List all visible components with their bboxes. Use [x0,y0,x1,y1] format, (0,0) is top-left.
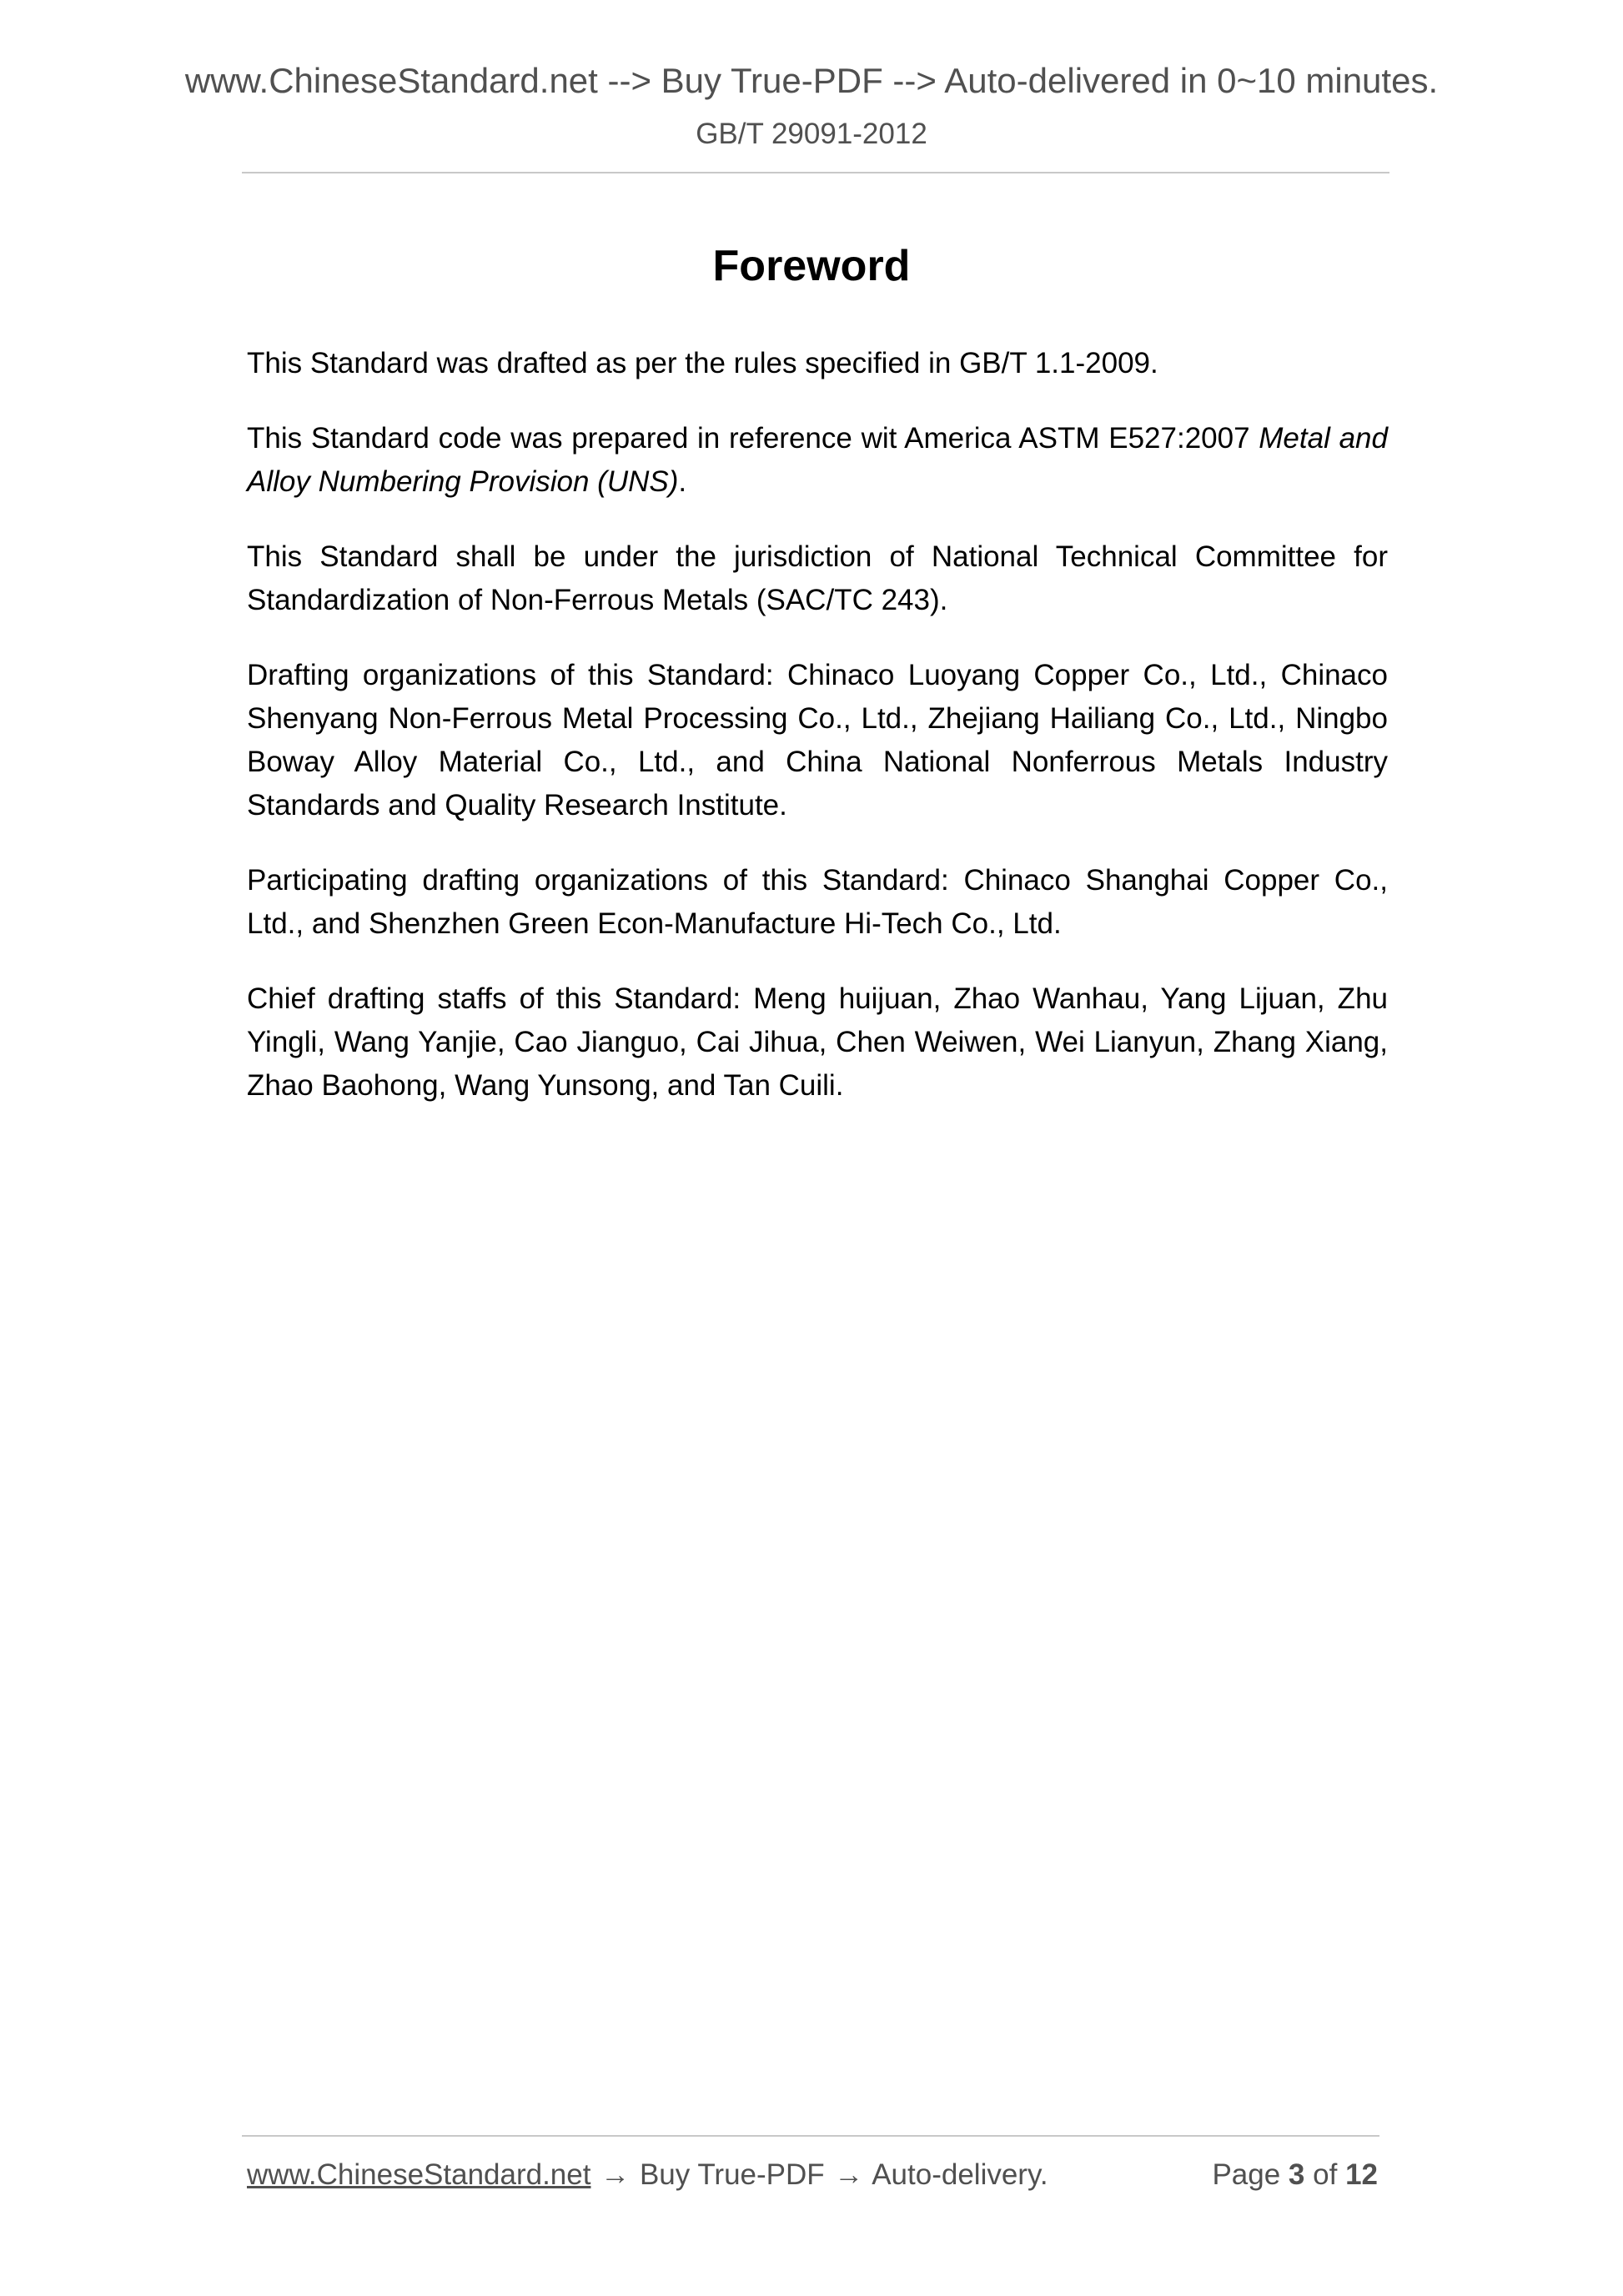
arrow-right-icon: → [600,2158,631,2191]
footer-delivery-text: Auto-delivery. [872,2158,1048,2191]
foreword-body [247,342,1388,1139]
footer-buy-text: Buy True-PDF [639,2158,825,2191]
reference-end: . [678,465,687,498]
standard-code: GB/T 29091-2012 [696,118,927,150]
paragraph-reference [247,417,1388,504]
header-divider [242,172,1389,173]
paragraph-chief-drafting-staffs: Chief drafting staffs of this Standard: Meng huijuan, Zhao Wanhau, Yang Lijuan, Zhu Yingli, Wang Yanjie, Cao Jianguo, Cai Jihua, Chen Weiwen, Wei Lianyun, Zhang Xiang, Zhao Baohong, Wang Yunsong, and Tan Cuili. [247,982,1388,1102]
paragraph-drafting-rules: This Standard was drafted as per the rules specified in GB/T 1.1-2009. [247,347,1158,379]
of-label: of [1313,2158,1338,2191]
page-title: Foreword [712,242,911,290]
reference-text: This Standard code was prepared in reference wit America ASTM E527:2007 [247,422,1259,455]
reference-title: Metal and Alloy Numbering Provision (UNS) [247,422,1388,498]
footer-divider [242,2135,1379,2137]
footer-navigation [247,2158,1048,2193]
page-label: Page [1212,2158,1281,2191]
page-indicator [1212,2158,1378,2193]
page-number: 3 [1288,2158,1305,2191]
header-banner: www.ChineseStandard.net --> Buy True-PDF --> Auto-delivered in 0~10 minutes. [184,61,1439,100]
page-total: 12 [1345,2158,1378,2191]
paragraph-participating-organizations: Participating drafting organizations of this Standard: Chinaco Shanghai Copper Co., Ltd., and Shenzhen Green Econ-Manufacture Hi-Tech Co., Ltd. [247,864,1388,940]
paragraph-drafting-organizations: Drafting organizations of this Standard: Chinaco Luoyang Copper Co., Ltd., Chinaco Shenyang Non-Ferrous Metal Processing Co., Ltd., Zhejiang Hailiang Co., Ltd., Ningbo Boway Alloy Material Co., Ltd., and China National Nonferrous Metals Industry Standards and Quality Research Institute. [247,659,1388,821]
paragraph-jurisdiction: This Standard shall be under the jurisdiction of National Technical Committee for Standardization of Non-Ferrous Metals (SAC/TC 243). [247,540,1388,616]
footer-website-link[interactable]: www.ChineseStandard.net [247,2158,591,2191]
arrow-right-icon: → [834,2158,864,2191]
